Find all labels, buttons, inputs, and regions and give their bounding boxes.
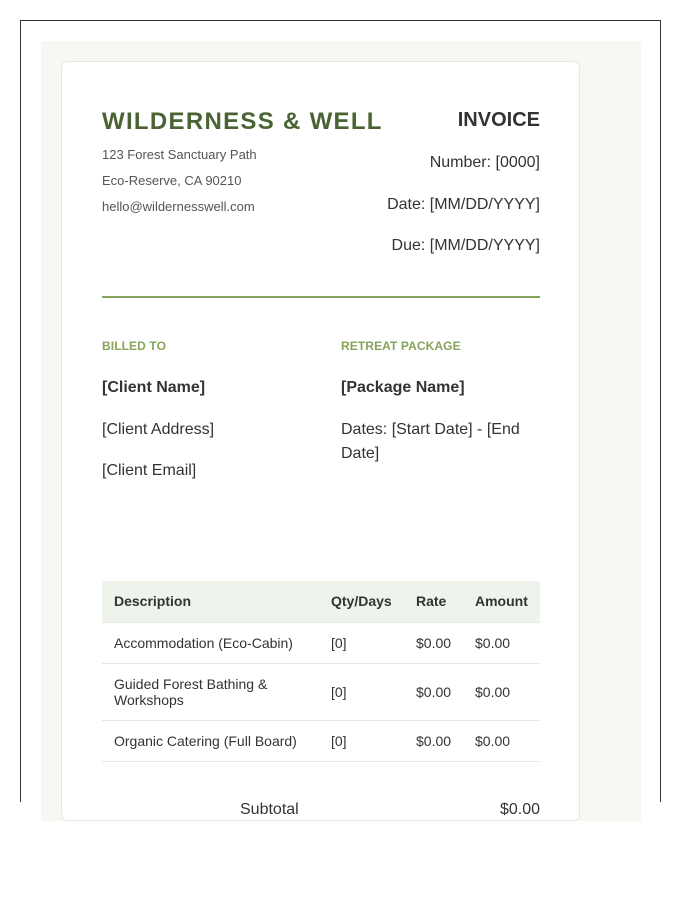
invoice-header (102, 105, 540, 300)
table-row (102, 720, 540, 761)
browser-viewport (20, 20, 661, 818)
invoice-table-body (102, 622, 540, 761)
invoice-due-date: Due: [MM/DD/YYYY] (391, 237, 540, 254)
billed-to-block (102, 338, 301, 483)
table-row (102, 622, 540, 663)
invoice-title: INVOICE (457, 109, 540, 131)
invoice-date: Date: [MM/DD/YYYY] (387, 196, 540, 213)
invoice-content (102, 105, 540, 818)
header-divider (102, 296, 540, 298)
amount-column-header: Amount (463, 581, 540, 622)
invoice-items-table (102, 581, 540, 762)
invoice-sheet (61, 61, 580, 821)
line-item-qty-days: [0] (319, 663, 404, 720)
qty-days-column-header: Qty/Days (319, 581, 404, 622)
package-dates: Dates: [Start Date] - [End Date] (341, 421, 520, 462)
company-address-line-2: Eco-Reserve, CA 90210 (102, 173, 242, 188)
line-item-amount: $0.00 (463, 663, 540, 720)
line-item-qty-days: [0] (319, 720, 404, 761)
subtotal-value: $0.00 (499, 801, 540, 818)
invoice-table-header (102, 581, 540, 622)
company-email: hello@wildernesswell.com (102, 199, 255, 214)
package-name: [Package Name] (341, 379, 465, 396)
line-item-rate: $0.00 (404, 622, 463, 663)
line-item-rate: $0.00 (404, 663, 463, 720)
line-item-description: Accommodation (Eco-Cabin) (102, 622, 319, 663)
client-name: [Client Name] (102, 379, 206, 396)
line-item-rate: $0.00 (404, 720, 463, 761)
subtotal-label: Subtotal (240, 801, 299, 818)
line-item-qty-days: [0] (319, 622, 404, 663)
company-name: WILDERNESS & WELL (102, 108, 383, 135)
client-email: [Client Email] (102, 462, 197, 479)
table-row (102, 663, 540, 720)
retreat-package-label: RETREAT PACKAGE (341, 339, 461, 353)
billed-to-label: BILLED TO (102, 339, 167, 353)
retreat-package-block (341, 338, 540, 466)
company-address-line-1: 123 Forest Sanctuary Path (102, 147, 257, 162)
line-item-amount: $0.00 (463, 720, 540, 761)
client-address: [Client Address] (102, 421, 215, 438)
description-column-header: Description (102, 581, 319, 622)
line-item-description: Organic Catering (Full Board) (102, 720, 319, 761)
billing-package-section (102, 338, 540, 488)
invoice-number: Number: [0000] (429, 154, 540, 171)
line-item-description: Guided Forest Bathing & Workshops (102, 663, 319, 720)
invoice-summary (102, 800, 540, 824)
line-item-amount: $0.00 (463, 622, 540, 663)
rate-column-header: Rate (404, 581, 463, 622)
table-header-row (102, 581, 540, 622)
